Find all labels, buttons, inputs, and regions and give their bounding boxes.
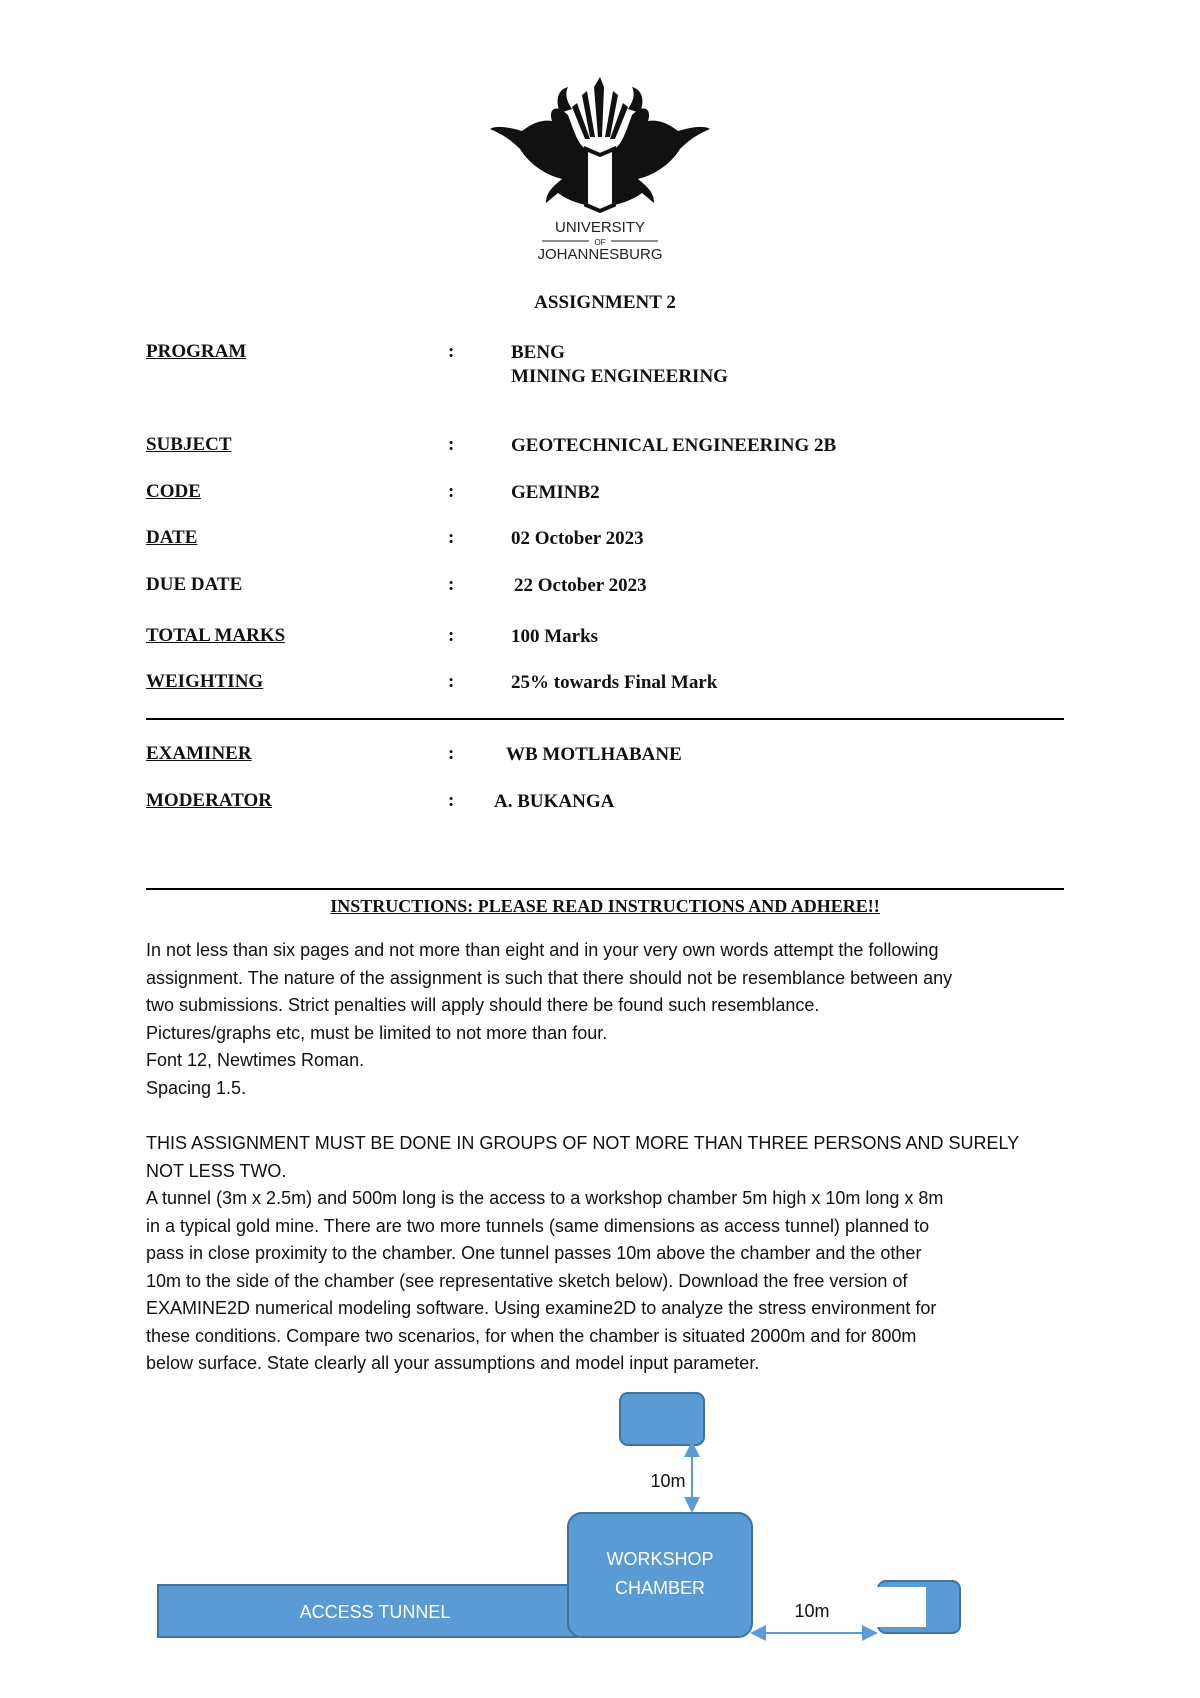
tunnel-sketch	[150, 1385, 980, 1645]
examiner-colon: :	[448, 743, 455, 764]
moderator-value: A. BUKANGA	[494, 791, 615, 812]
moderator-label: MODERATOR	[146, 790, 272, 811]
body-line: these conditions. Compare two scenarios, for when the chamber is situated 2000m and for 800m	[146, 1325, 917, 1346]
instruction-line: Pictures/graphs etc, must be limited to not more than four.	[146, 1022, 608, 1043]
examiner-value: WB MOTLHABANE	[506, 744, 682, 765]
total-marks-label: TOTAL MARKS	[146, 625, 286, 646]
two-hornbills-crest-icon	[490, 77, 710, 211]
subject-label: SUBJECT	[146, 434, 232, 455]
instruction-line: Spacing 1.5.	[146, 1077, 247, 1098]
weighting-label: WEIGHTING	[146, 671, 264, 692]
access-tunnel-label: ACCESS TUNNEL	[299, 1602, 451, 1622]
examiner-label: EXAMINER	[146, 743, 252, 764]
subject-value: GEOTECHNICAL ENGINEERING 2B	[511, 435, 837, 456]
code-value: GEMINB2	[511, 482, 600, 503]
moderator-colon: :	[448, 790, 455, 811]
body-line: pass in close proximity to the chamber. One tunnel passes 10m above the chamber and the other	[146, 1243, 922, 1263]
chamber-label-line2: CHAMBER	[614, 1578, 706, 1598]
program-value-line2: MINING ENGINEERING	[511, 366, 728, 387]
code-label: CODE	[146, 481, 201, 502]
side-tunnel-mask	[866, 1587, 926, 1627]
due-date-label: DUE DATE	[146, 574, 243, 595]
instruction-line: assignment. The nature of the assignment is such that there should not be resemblance between any	[146, 967, 953, 988]
upper-tunnel-shape	[620, 1393, 704, 1445]
logo-line-3: JOHANNESBURG	[537, 246, 663, 263]
date-label: DATE	[146, 527, 198, 548]
instructions-heading: INSTRUCTIONS: PLEASE READ INSTRUCTIONS AND ADHERE!!	[330, 896, 880, 916]
total-marks-colon: :	[448, 625, 455, 646]
instruction-line: Font 12, Newtimes Roman.	[146, 1050, 365, 1070]
total-marks-value: 100 Marks	[511, 626, 599, 647]
workshop-chamber-shape	[568, 1513, 752, 1637]
date-value: 02 October 2023	[511, 528, 644, 549]
body-line: in a typical gold mine. There are two more tunnels (same dimensions as access tunnel) planned to	[146, 1215, 930, 1236]
body-line: EXAMINE2D numerical modeling software. Using examine2D to analyze the stress environment for	[146, 1298, 937, 1318]
instructions-rule	[146, 888, 1064, 890]
assignment-title: ASSIGNMENT 2	[534, 292, 676, 313]
program-colon: :	[448, 341, 455, 362]
weighting-value: 25% towards Final Mark	[511, 672, 718, 693]
body-line: NOT LESS TWO.	[146, 1160, 287, 1181]
distance-side-label: 10m	[794, 1601, 830, 1621]
program-label: PROGRAM	[146, 341, 247, 362]
code-colon: :	[448, 481, 455, 502]
university-logo	[490, 75, 710, 270]
body-line: A tunnel (3m x 2.5m) and 500m long is the access to a workshop chamber 5m high x 10m long x 8m	[146, 1188, 944, 1208]
program-value-line1: BENG	[511, 342, 565, 363]
date-colon: :	[448, 527, 455, 548]
body-line: THIS ASSIGNMENT MUST BE DONE IN GROUPS OF NOT MORE THAN THREE PERSONS AND SURELY	[146, 1133, 1020, 1153]
instruction-line: two submissions. Strict penalties will apply should there be found such resemblance.	[146, 995, 820, 1015]
assignment-body	[146, 1130, 1076, 1378]
logo-line-2: OF	[594, 238, 606, 247]
weighting-colon: :	[448, 671, 455, 692]
distance-above-label: 10m	[650, 1471, 686, 1491]
subject-colon: :	[448, 434, 455, 455]
due-date-value: 22 October 2023	[514, 575, 647, 596]
instruction-line: In not less than six pages and not more than eight and in your very own words attempt the following	[146, 940, 939, 960]
body-line: 10m to the side of the chamber (see representative sketch below). Download the free version of	[146, 1270, 908, 1291]
due-date-colon: :	[448, 574, 455, 595]
body-line: below surface. State clearly all your assumptions and model input parameter.	[146, 1353, 760, 1373]
divider-rule	[146, 718, 1064, 720]
chamber-label-line1: WORKSHOP	[606, 1549, 714, 1569]
instructions-paragraph	[146, 937, 1076, 1102]
logo-line-1: UNIVERSITY	[554, 219, 646, 236]
